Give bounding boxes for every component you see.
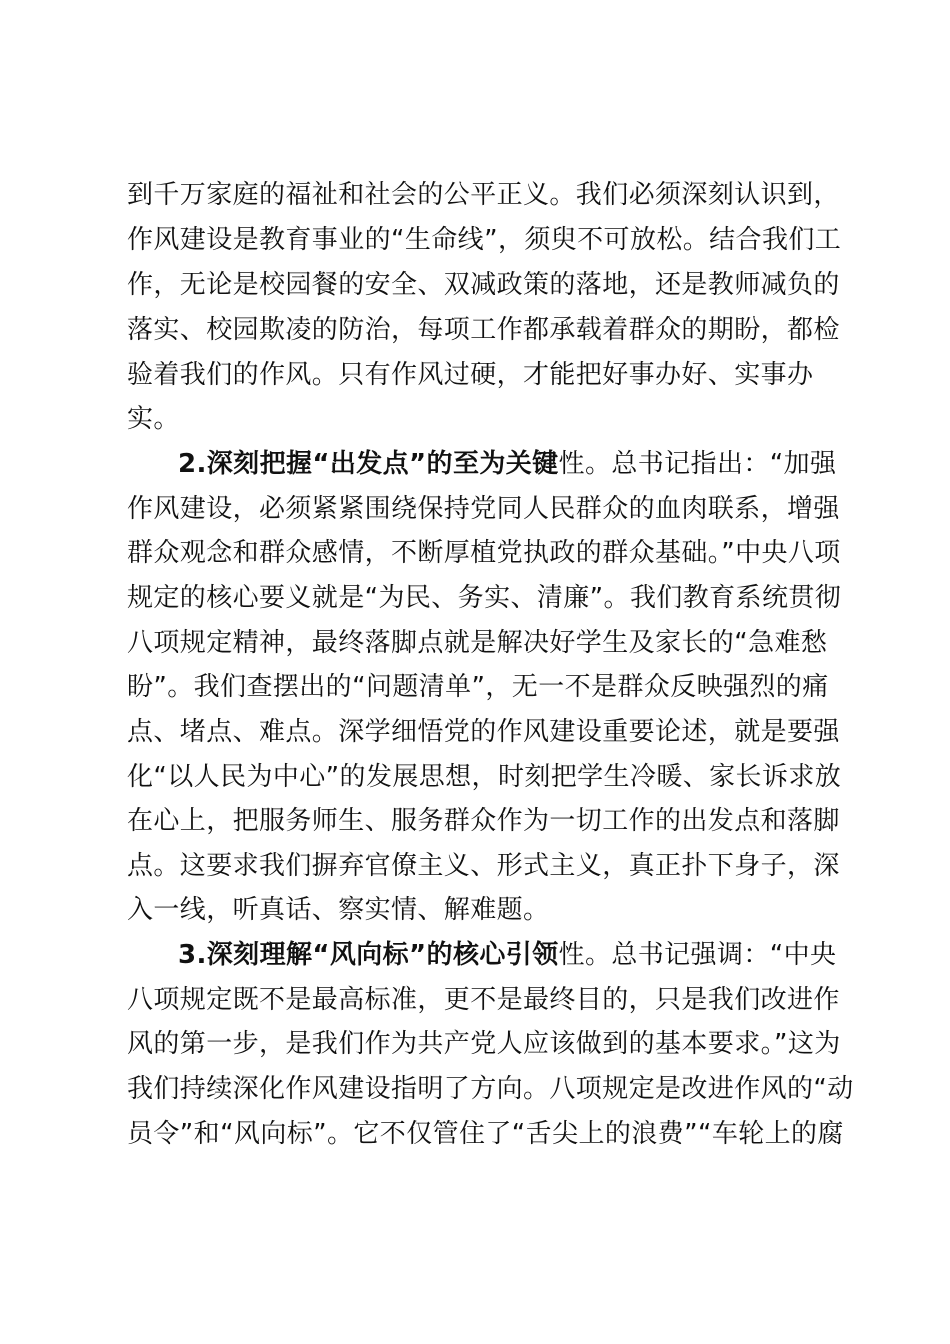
text-run: 性。总书记强调：“中央 [558, 940, 837, 970]
text-line: 验着我们的作风。只有作风过硬，才能把好事办好、实事办 [127, 360, 814, 390]
text-line: 点。这要求我们摒弃官僚主义、形式主义，真正扑下身子，深 [127, 851, 840, 881]
text-line: 作，无论是校园餐的安全、双减政策的落地，还是教师减负的 [127, 270, 840, 300]
text-line: 群众观念和群众感情，不断厚植党执政的群众基础。”中央八项 [127, 538, 841, 568]
section-heading-2: 2.深刻把握“出发点”的至为关键 [178, 449, 559, 479]
text-line: 盼”。我们查摆出的“问题清单”，无一不是群众反映强烈的痛 [127, 672, 829, 702]
paragraph-2-first-line [178, 442, 878, 486]
text-line: 员令”和“风向标”。它不仅管住了“舌尖上的浪费”“车轮上的腐 [127, 1119, 844, 1149]
text-line: 八项规定精神，最终落脚点就是解决好学生及家长的“急难愁 [127, 628, 828, 658]
text-line: 作风建设是教育事业的“生命线”，须臾不可放松。结合我们工 [127, 225, 842, 255]
text-line: 入一线，听真话、察实情、解难题。 [127, 895, 550, 925]
text-line: 到千万家庭的福祉和社会的公平正义。我们必须深刻认识到， [127, 180, 840, 210]
text-line: 化“以人民为中心”的发展思想，时刻把学生冷暖、家长诉求放 [127, 762, 842, 792]
text-line: 点、堵点、难点。深学细悟党的作风建设重要论述，就是要强 [127, 717, 840, 747]
text-line: 落实、校园欺凌的防治，每项工作都承载着群众的期盼，都检 [127, 315, 840, 345]
text-line: 实。 [127, 404, 180, 434]
text-line: 规定的核心要义就是“为民、务实、清廉”。我们教育系统贯彻 [127, 583, 842, 613]
text-line: 我们持续深化作风建设指明了方向。八项规定是改进作风的“动 [127, 1074, 854, 1104]
section-heading-3: 3.深刻理解“风向标”的核心引领 [178, 940, 559, 970]
text-line: 风的第一步，是我们作为共产党人应该做到的基本要求。”这为 [127, 1029, 841, 1059]
text-line: 在心上，把服务师生、服务群众作为一切工作的出发点和落脚 [127, 806, 840, 836]
text-line: 八项规定既不是最高标准，更不是最终目的，只是我们改进作 [127, 985, 840, 1015]
text-line: 作风建设，必须紧紧围绕保持党同人民群众的血肉联系，增强 [127, 494, 840, 524]
paragraph-3-first-line [178, 933, 878, 977]
text-run: 性。总书记指出：“加强 [558, 449, 837, 479]
